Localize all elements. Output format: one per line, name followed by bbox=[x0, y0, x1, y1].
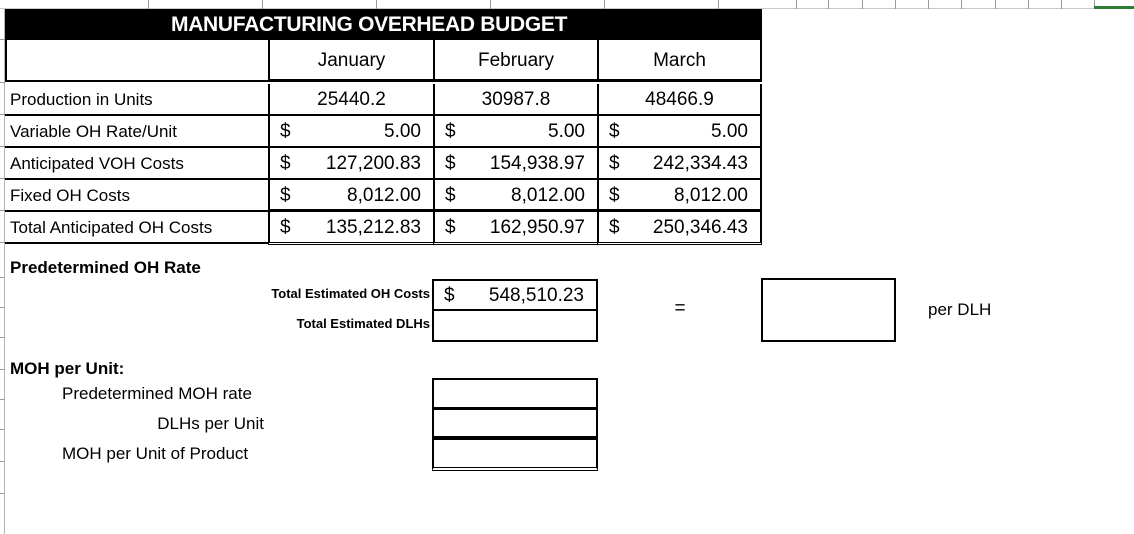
currency-symbol: $ bbox=[609, 185, 620, 206]
cell-variable-rate-january[interactable] bbox=[268, 116, 433, 148]
row-label-anticipated-voh[interactable]: Anticipated VOH Costs bbox=[5, 148, 269, 180]
currency-symbol: $ bbox=[280, 185, 291, 206]
cell-value: 154,938.97 bbox=[489, 153, 585, 174]
cell-value: 135,212.83 bbox=[325, 217, 421, 238]
currency-symbol: $ bbox=[609, 153, 620, 174]
cell-value: 5.00 bbox=[548, 121, 585, 142]
currency-symbol: $ bbox=[445, 185, 456, 206]
cell-voh-march[interactable] bbox=[597, 148, 762, 180]
cell-value: 162,950.97 bbox=[489, 217, 585, 238]
predetermined-oh-heading[interactable]: Predetermined OH Rate bbox=[10, 258, 201, 277]
month-header-january[interactable]: January bbox=[268, 40, 433, 82]
cell-value: 5.00 bbox=[384, 121, 421, 142]
cell-total-february[interactable] bbox=[433, 212, 597, 245]
header-row-left-cell[interactable] bbox=[5, 40, 270, 82]
currency-symbol: $ bbox=[609, 121, 620, 142]
currency-symbol: $ bbox=[444, 285, 455, 306]
cell-value: 250,346.43 bbox=[652, 217, 748, 238]
currency-symbol: $ bbox=[280, 217, 291, 238]
cell-fixed-january[interactable] bbox=[268, 180, 433, 212]
row-label-fixed-oh[interactable]: Fixed OH Costs bbox=[5, 180, 269, 212]
predetermined-rate-result-cell[interactable] bbox=[761, 278, 896, 342]
total-estimated-dlhs-label[interactable]: Total Estimated DLHs bbox=[296, 316, 430, 331]
cell-value: 30987.8 bbox=[481, 89, 551, 110]
moh-per-unit-of-product-label[interactable]: MOH per Unit of Product bbox=[62, 444, 249, 463]
total-estimated-oh-costs-cell[interactable] bbox=[432, 279, 598, 311]
per-dlh-label[interactable]: per DLH bbox=[928, 300, 992, 319]
equals-sign[interactable]: = bbox=[674, 298, 686, 319]
dlhs-per-unit-cell[interactable] bbox=[432, 408, 598, 439]
cell-fixed-march[interactable] bbox=[597, 180, 762, 212]
cell-value: 8,012.00 bbox=[511, 185, 585, 206]
cell-value: 5.00 bbox=[711, 121, 748, 142]
cell-value: 127,200.83 bbox=[325, 153, 421, 174]
dlhs-per-unit-label[interactable]: DLHs per Unit bbox=[157, 414, 264, 433]
cell-production-march[interactable] bbox=[597, 84, 762, 116]
currency-symbol: $ bbox=[445, 153, 456, 174]
cell-value: 548,510.23 bbox=[488, 285, 584, 306]
row-label-variable-oh-rate[interactable]: Variable OH Rate/Unit bbox=[5, 116, 269, 148]
cell-value: 25440.2 bbox=[317, 89, 386, 110]
row-label-total-anticipated-oh[interactable]: Total Anticipated OH Costs bbox=[5, 212, 269, 244]
cell-value: 48466.9 bbox=[645, 89, 714, 110]
cell-variable-rate-february[interactable] bbox=[433, 116, 597, 148]
cell-value: 8,012.00 bbox=[674, 185, 748, 206]
cell-fixed-february[interactable] bbox=[433, 180, 597, 212]
currency-symbol: $ bbox=[280, 121, 291, 142]
cell-production-january[interactable] bbox=[268, 84, 433, 116]
selected-column-indicator bbox=[1094, 6, 1134, 9]
currency-symbol: $ bbox=[609, 217, 620, 238]
currency-symbol: $ bbox=[445, 217, 456, 238]
predetermined-moh-rate-cell[interactable] bbox=[432, 378, 598, 409]
total-estimated-oh-costs-label[interactable]: Total Estimated OH Costs bbox=[271, 286, 430, 301]
cell-voh-february[interactable] bbox=[433, 148, 597, 180]
row-label-production[interactable]: Production in Units bbox=[5, 84, 269, 116]
cell-variable-rate-march[interactable] bbox=[597, 116, 762, 148]
moh-per-unit-heading[interactable]: MOH per Unit: bbox=[10, 359, 125, 378]
month-header-february[interactable]: February bbox=[433, 40, 597, 82]
cell-production-february[interactable] bbox=[433, 84, 597, 116]
currency-symbol: $ bbox=[445, 121, 456, 142]
moh-per-unit-of-product-cell[interactable] bbox=[432, 438, 598, 471]
cell-value: 8,012.00 bbox=[347, 185, 421, 206]
column-header-strip[interactable] bbox=[0, 0, 1134, 9]
total-estimated-dlhs-cell[interactable] bbox=[432, 309, 598, 342]
budget-title[interactable]: MANUFACTURING OVERHEAD BUDGET bbox=[5, 9, 762, 40]
cell-total-march[interactable] bbox=[597, 212, 762, 245]
cell-voh-january[interactable] bbox=[268, 148, 433, 180]
month-header-march[interactable]: March bbox=[597, 40, 762, 82]
cell-value: 242,334.43 bbox=[652, 153, 748, 174]
currency-symbol: $ bbox=[280, 153, 291, 174]
cell-total-january[interactable] bbox=[268, 212, 433, 245]
predetermined-moh-rate-label[interactable]: Predetermined MOH rate bbox=[62, 384, 252, 403]
